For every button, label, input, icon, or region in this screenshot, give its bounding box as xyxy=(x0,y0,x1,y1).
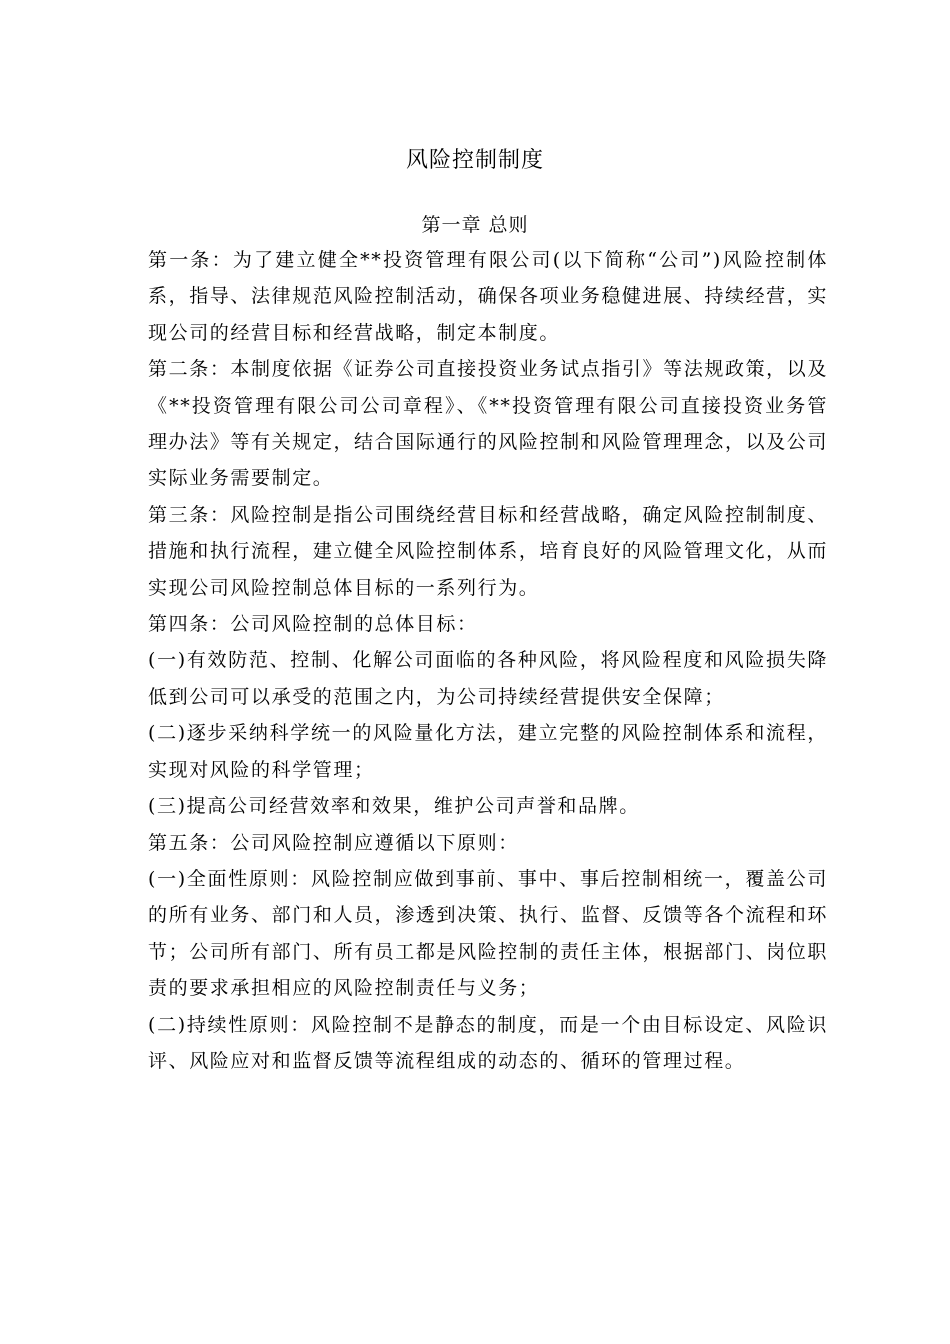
chapter-heading: 第一章 总则 xyxy=(421,214,529,236)
article-4-item-1: (一)有效防范、控制、化解公司面临的各种风险，将风险程度和风险损失降低到公司可以承受的范围之内，为公司持续经营提供安全保障； xyxy=(148,649,828,708)
article-4-paragraph: 第四条：公司风险控制的总体目标： xyxy=(148,613,478,636)
document-title: 风险控制制度 xyxy=(405,148,544,173)
article-2-paragraph: 第二条：本制度依据《证券公司直接投资业务试点指引》等法规政策，以及《**投资管理有限公司公司章程》、《**投资管理有限公司直接投资业务管理办法》等有关规定，结合国际通行的风险控制和风险管理理念，以及公司实际业务需要制定。 xyxy=(148,358,828,490)
article-5-item-1: (一)全面性原则：风险控制应做到事前、事中、事后控制相统一，覆盖公司的所有业务、部门和人员，渗透到决策、执行、监督、反馈等各个流程和环节；公司所有部门、所有员工都是风险控制的责任主体，根据部门、岗位职责的要求承担相应的风险控制责任与义务； xyxy=(148,867,828,1000)
document-body xyxy=(148,242,828,1079)
article-5-paragraph: 第五条：公司风险控制应遵循以下原则： xyxy=(148,831,519,854)
article-4-item-3: (三)提高公司经营效率和效果，维护公司声誉和品牌。 xyxy=(148,795,640,818)
article-4-item-2: (二)逐步采纳科学统一的风险量化方法，建立完整的风险控制体系和流程，实现对风险的科学管理； xyxy=(148,722,828,781)
article-3-paragraph: 第三条：风险控制是指公司围绕经营目标和经营战略，确定风险控制制度、措施和执行流程，建立健全风险控制体系，培育良好的风险管理文化，从而实现公司风险控制总体目标的一系列行为。 xyxy=(148,503,828,599)
article-1-paragraph: 第一条：为了建立健全**投资管理有限公司(以下简称“公司”)风险控制体系，指导、法律规范风险控制活动，确保各项业务稳健进展、持续经营，实现公司的经营目标和经营战略，制定本制度。 xyxy=(148,249,828,344)
article-5-item-2: (二)持续性原则：风险控制不是静态的制度，而是一个由目标设定、风险识评、风险应对和监督反馈等流程组成的动态的、循环的管理过程。 xyxy=(148,1013,828,1072)
